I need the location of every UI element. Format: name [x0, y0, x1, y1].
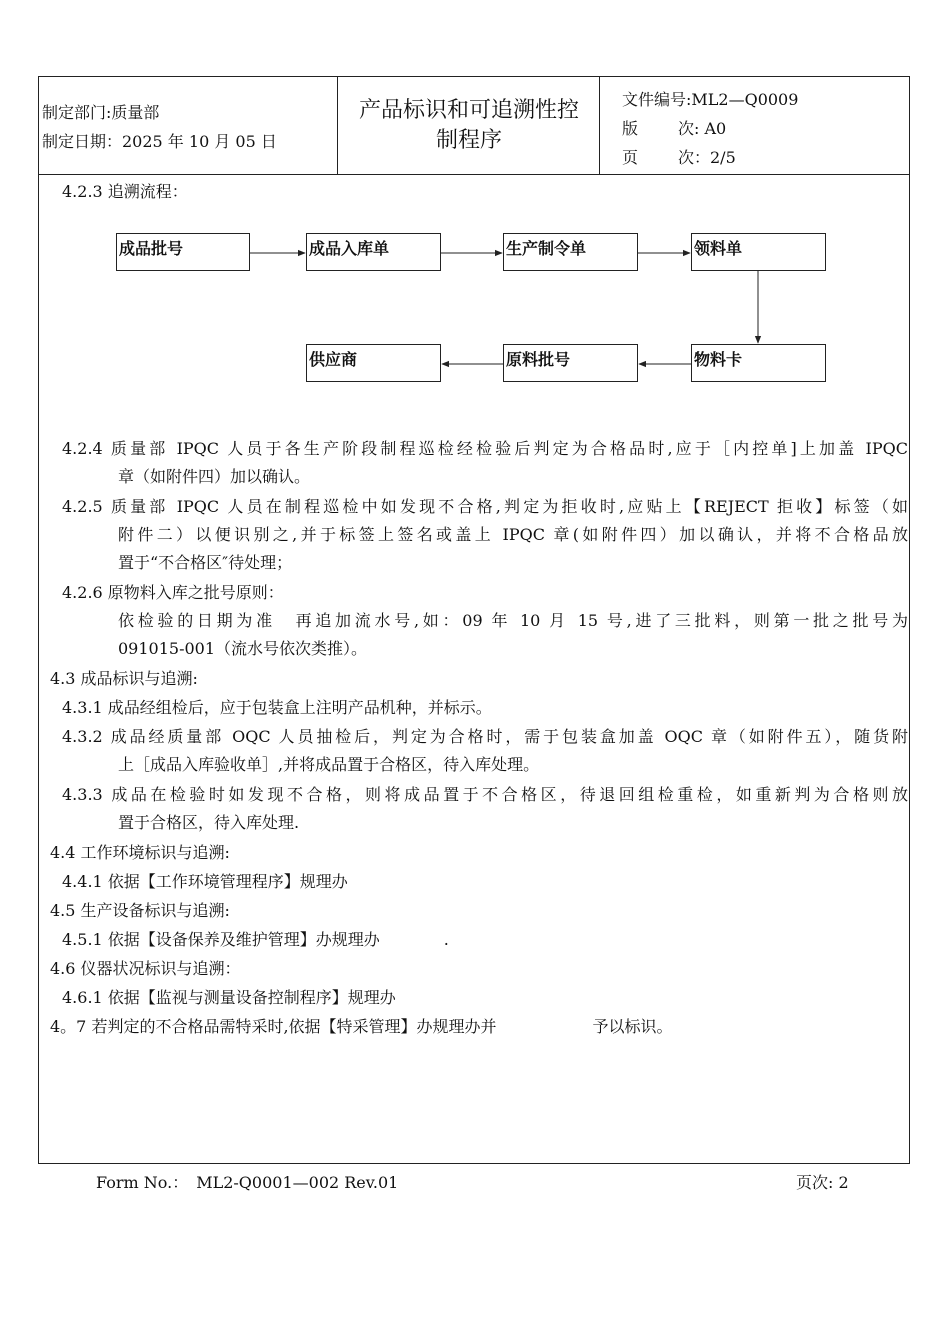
body-line: 4.3.3 成品在检验时如发现不合格，则将成品置于不合格区，待退回组检重检，如重新判为合格则放 — [62, 785, 908, 804]
body-line: 091015-001（流水号依次类推）。 — [118, 639, 368, 658]
body-line: 4.6 仪器状况标识与追溯： — [50, 959, 241, 978]
body-line: 4.3.1 成品经组检后，应于包装盒上注明产品机种，并标示。 — [62, 698, 492, 717]
page-value: 次：2/5 — [678, 148, 736, 167]
page-label: 页 — [622, 148, 639, 167]
flow-box-raw-batch: 原料批号 — [503, 344, 638, 382]
body-line: 4.5 生产设备标识与追溯: — [50, 901, 230, 920]
body-line: 附件二）以便识别之,并于标签上签名或盖上 IPQC 章(如附件四）加以确认，并将不合格品放 — [118, 525, 908, 544]
body-line: 4.3 成品标识与追溯: — [50, 669, 198, 688]
body-line: 置于“不合格区″待处理； — [118, 553, 293, 572]
form-number: Form No.： ML2-Q0001—002 Rev.01 — [96, 1173, 399, 1192]
body-line: 上［成品入库验收单］,并将成品置于合格区，待入库处理。 — [118, 755, 540, 774]
body-line: 4.6.1 依据【监视与测量设备控制程序】规理办 — [62, 988, 396, 1007]
date-label: 制定日期：2025 年 10 月 05 日 — [42, 132, 277, 151]
flow-box-material-card: 物料卡 — [691, 344, 826, 382]
flow-box-warehouse-receipt: 成品入库单 — [306, 233, 441, 271]
body-line: 4。7 若判定的不合格品需特采时,依据【特采管理】办规理办并 予以标识。 — [50, 1017, 673, 1036]
version-label: 版 — [622, 119, 639, 138]
flow-box-material-requisition: 领料单 — [691, 233, 826, 271]
flow-heading: 4.2.3 追溯流程： — [62, 182, 188, 201]
flow-box-production-order: 生产制令单 — [503, 233, 638, 271]
doc-number: 文件编号:ML2—Q0009 — [622, 90, 799, 109]
flow-box-supplier: 供应商 — [306, 344, 441, 382]
body-line: 4.2.4 质量部 IPQC 人员于各生产阶段制程巡检经检验后判定为合格品时,应于［内控单]上加盖 IPQC — [62, 439, 908, 458]
body-line: 置于合格区，待入库处理. — [118, 813, 300, 832]
footer-page: 页次: 2 — [796, 1173, 849, 1192]
body-line: 4.5.1 依据【设备保养及维护管理】办规理办 . — [62, 930, 449, 949]
body-line: 4.2.5 质量部 IPQC 人员在制程巡检中如发现不合格,判定为拒收时,应贴上【REJECT 拒收】标签（如 — [62, 497, 908, 516]
body-line: 4.3.2 成品经质量部 OQC 人员抽检后，判定为合格时，需于包装盒加盖 OQC 章（如附件五），随货附 — [62, 727, 908, 746]
flow-box-finished-batch: 成品批号 — [116, 233, 250, 271]
version-value: 次: A0 — [678, 119, 727, 138]
dept-label: 制定部门:质量部 — [42, 103, 160, 122]
body-line: 4.2.6 原物料入库之批号原则： — [62, 583, 284, 602]
body-line: 4.4.1 依据【工作环境管理程序】规理办 — [62, 872, 348, 891]
body-line: 4.4 工作环境标识与追溯: — [50, 843, 230, 862]
title-line-1: 产品标识和可追溯性控 — [358, 98, 579, 123]
title-line-2: 制程序 — [435, 128, 502, 153]
body-line: 章（如附件四）加以确认。 — [118, 467, 311, 486]
body-line: 依检验的日期为准 再追加流水号,如：09 年 10 月 15 号,进了三批料，则第一批之批号为 — [118, 611, 908, 630]
